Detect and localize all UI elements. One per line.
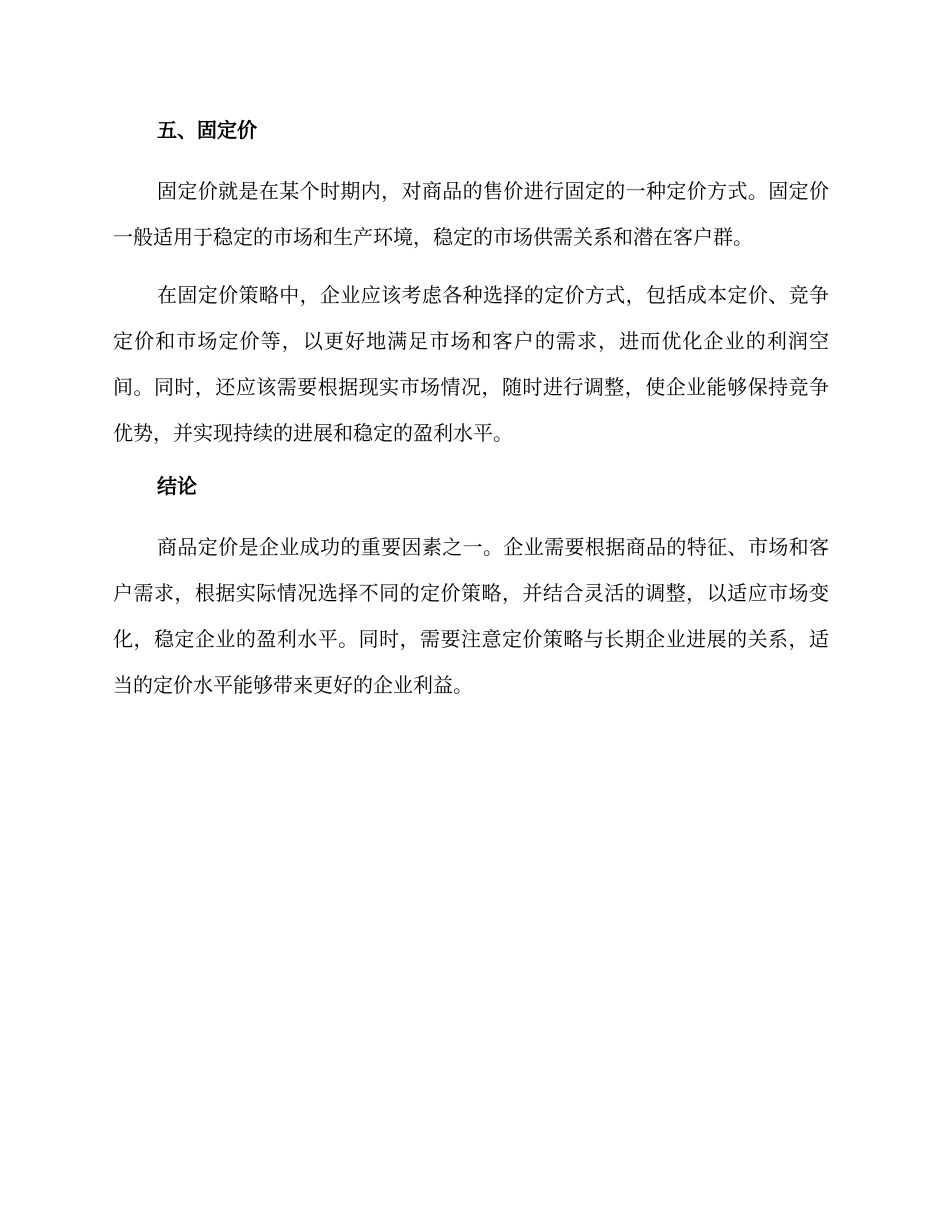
paragraph-fixed-price-strategy: 在固定价策略中，企业应该考虑各种选择的定价方式，包括成本定价、竞争定价和市场定价等，以更好地满足市场和客户的需求，进而优化企业的利润空间。同时，还应该需要根据现实市场情况，随时进行调整，使企业能够保持竞争优势，并实现持续的进展和稳定的盈利水平。 [113, 283, 829, 445]
paragraph-fixed-price-definition: 固定价就是在某个时期内，对商品的售价进行固定的一种定价方式。固定价一般适用于稳定的市场和生产环境，稳定的市场供需关系和潜在客户群。 [113, 179, 829, 249]
section-heading-conclusion: 结论 [157, 474, 197, 498]
paragraph-conclusion: 商品定价是企业成功的重要因素之一。企业需要根据商品的特征、市场和客户需求，根据实际情况选择不同的定价策略，并结合灵活的调整，以适应市场变化，稳定企业的盈利水平。同时，需要注意定价策略与长期企业进展的关系，适当的定价水平能够带来更好的企业利益。 [113, 535, 829, 697]
document-body [113, 112, 829, 720]
section-heading-fixed-price: 五、固定价 [157, 118, 257, 142]
